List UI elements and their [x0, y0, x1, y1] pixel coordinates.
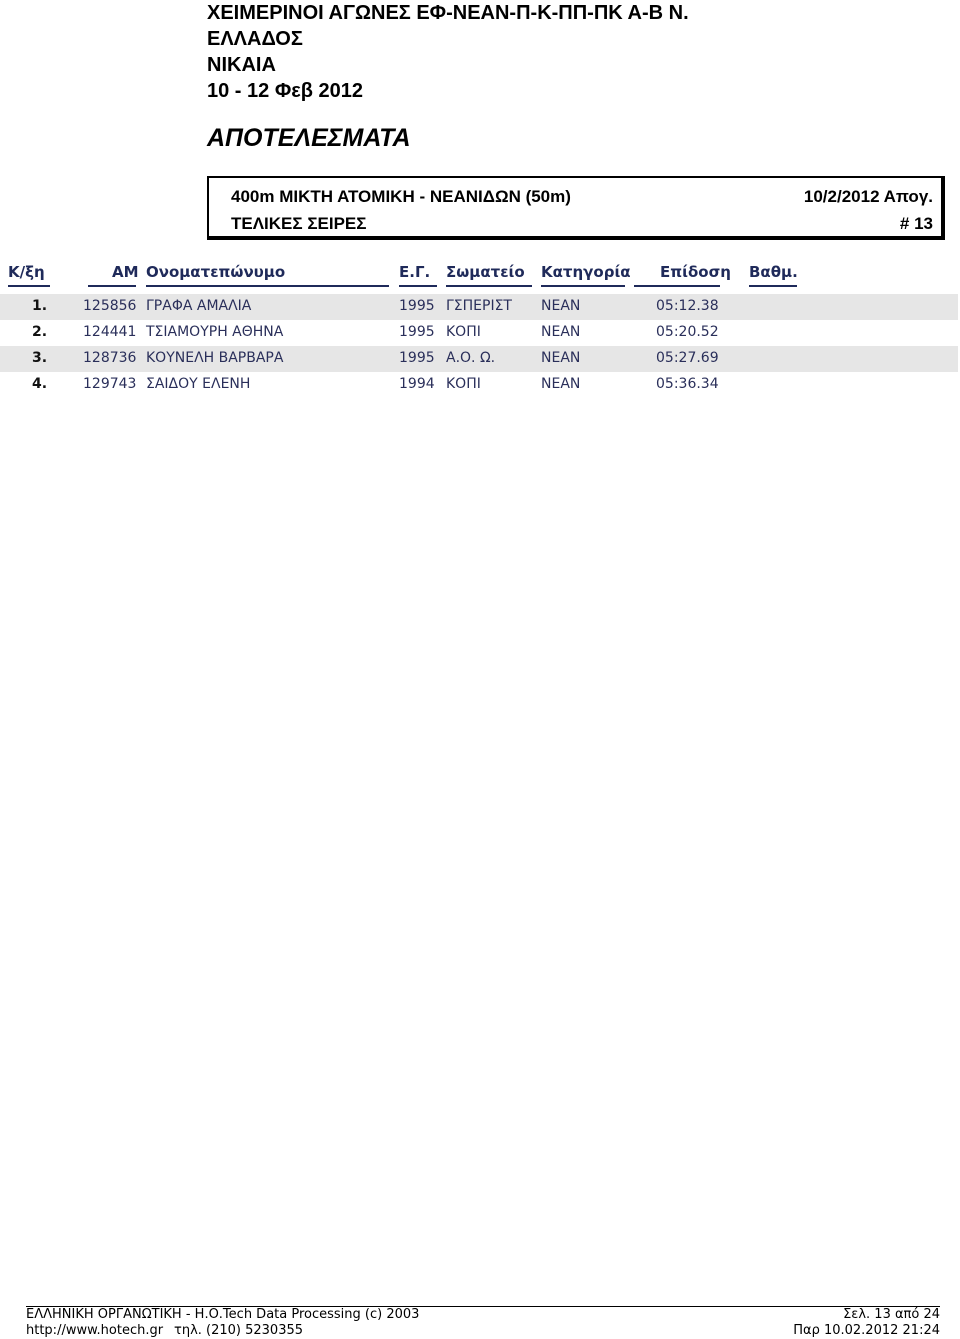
row-year: 1994 — [399, 376, 435, 392]
header-underline — [8, 285, 50, 287]
row-rank: 4. — [32, 376, 48, 392]
row-category: ΝΕΑΝ — [541, 376, 581, 392]
row-am: 125856 — [83, 298, 137, 314]
col-header-club: Σωματείο — [446, 263, 525, 281]
row-time: 05:12.38 — [656, 298, 719, 314]
meet-venue: ΝΙΚΑΙΑ — [207, 54, 276, 76]
row-club: ΚΟΠΙ — [446, 324, 481, 340]
row-club: Α.Ο. Ω. — [446, 350, 496, 366]
row-club: ΚΟΠΙ — [446, 376, 481, 392]
meet-title-line-2: ΕΛΛΑΔΟΣ — [207, 28, 303, 50]
row-rank: 2. — [32, 324, 48, 340]
header-underline — [146, 285, 389, 287]
col-header-year: Ε.Γ. — [399, 263, 431, 281]
event-date: 10/2/2012 Απογ. — [803, 187, 933, 206]
header-underline — [634, 285, 720, 287]
col-header-points: Βαθμ. — [749, 263, 798, 281]
result-row — [0, 320, 958, 346]
row-am: 128736 — [83, 350, 137, 366]
row-am: 129743 — [83, 376, 137, 392]
event-box — [207, 176, 945, 240]
footer-phone: τηλ. (210) 5230355 — [174, 1323, 304, 1338]
event-round: ΤΕΛΙΚΕΣ ΣΕΙΡΕΣ — [231, 214, 367, 233]
col-header-name: Ονοματεπώνυμο — [146, 263, 286, 281]
heat-number: # 13 — [899, 214, 933, 233]
header-underline — [88, 285, 136, 287]
result-row — [0, 294, 958, 320]
col-header-category: Κατηγορία — [541, 263, 631, 281]
col-header-rank: Κ/ξη — [8, 263, 45, 281]
result-row — [0, 372, 958, 398]
header-underline — [399, 285, 437, 287]
footer-url[interactable]: http://www.hotech.gr — [26, 1323, 164, 1338]
row-time: 05:20.52 — [656, 324, 719, 340]
row-name: ΣΑΙΔΟΥ ΕΛΕΝΗ — [146, 376, 251, 392]
row-name: ΤΣΙΑΜΟΥΡΗ ΑΘΗΝΑ — [146, 324, 284, 340]
event-name: 400m ΜΙΚΤΗ ΑΤΟΜΙΚΗ - ΝΕΑΝΙΔΩΝ (50m) — [231, 187, 571, 206]
meet-dates: 10 - 12 Φεβ 2012 — [207, 80, 363, 102]
col-header-am: ΑΜ — [112, 263, 139, 281]
row-category: ΝΕΑΝ — [541, 324, 581, 340]
meet-title-block — [207, 0, 689, 104]
col-header-time: Επίδοση — [660, 263, 731, 281]
row-name: ΚΟΥΝΕΛΗ ΒΑΡΒΑΡΑ — [146, 350, 284, 366]
row-am: 124441 — [83, 324, 137, 340]
row-time: 05:27.69 — [656, 350, 719, 366]
row-name: ΓΡΑΦΑ ΑΜΑΛΙΑ — [146, 298, 252, 314]
footer-page-number: Σελ. 13 από 24 — [843, 1307, 940, 1322]
row-year: 1995 — [399, 350, 435, 366]
result-row — [0, 346, 958, 372]
row-time: 05:36.34 — [656, 376, 719, 392]
row-rank: 3. — [32, 350, 48, 366]
header-underline — [541, 285, 625, 287]
header-underline — [446, 285, 532, 287]
footer-company: ΕΛΛΗΝΙΚΗ ΟΡΓΑΝΩΤΙΚΗ - Η.Ο.Tech Data Processing (c) 2003 — [26, 1307, 420, 1322]
row-rank: 1. — [32, 298, 48, 314]
header-underline — [749, 285, 797, 287]
row-year: 1995 — [399, 324, 435, 340]
row-club: ΓΣΠΕΡΙΣΤ — [446, 298, 512, 314]
row-category: ΝΕΑΝ — [541, 298, 581, 314]
footer-print-timestamp: Παρ 10.02.2012 21:24 — [793, 1323, 940, 1338]
meet-title-line-1: ΧΕΙΜΕΡΙΝΟΙ ΑΓΩΝΕΣ ΕΦ-ΝΕΑΝ-Π-Κ-ΠΠ-ΠΚ Α-Β Ν. — [207, 2, 689, 24]
row-year: 1995 — [399, 298, 435, 314]
row-category: ΝΕΑΝ — [541, 350, 581, 366]
results-heading: ΑΠΟΤΕΛΕΣΜΑΤΑ — [207, 124, 411, 152]
